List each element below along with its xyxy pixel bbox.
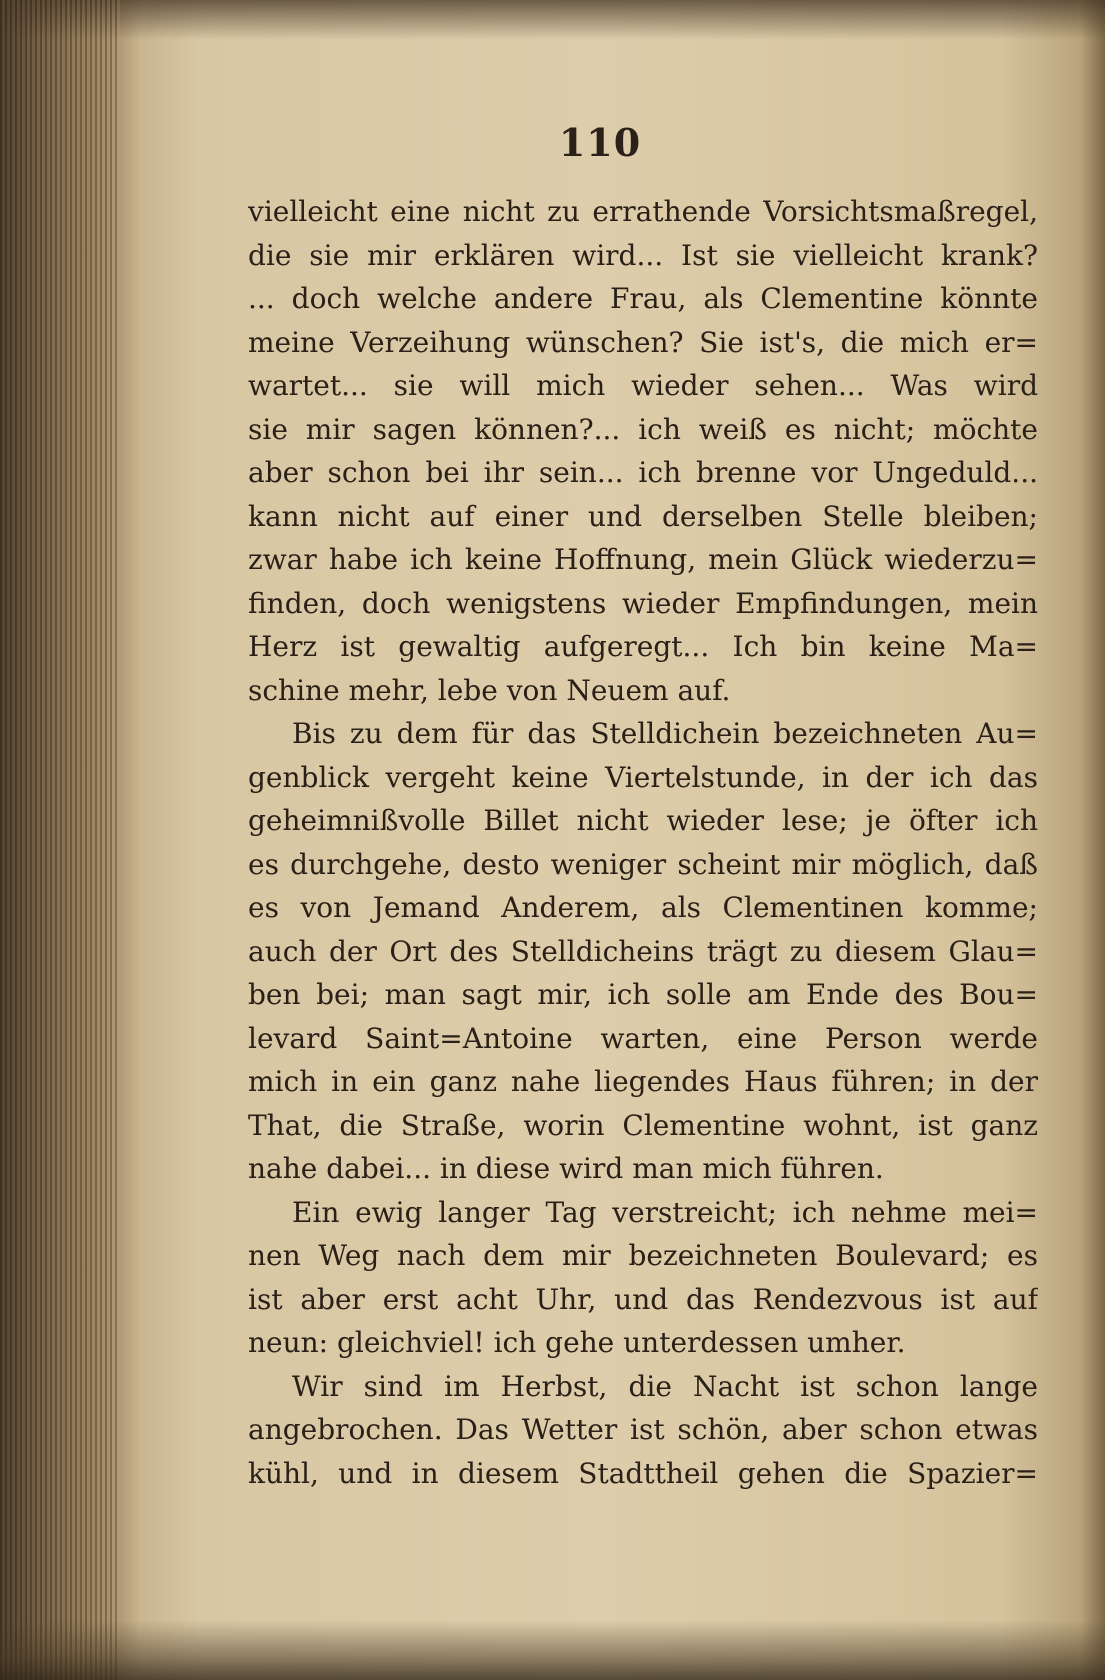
text-line: ben bei; man sagt mir, ich solle am Ende des Bou= <box>248 978 1038 1011</box>
page-top-shadow <box>0 0 1105 40</box>
text-line: vielleicht eine nicht zu errathende Vorsichtsmaßregel, <box>248 195 1038 228</box>
text-line: levard Saint=Antoine warten, eine Person werde <box>248 1021 1038 1055</box>
text-line: genblick vergeht keine Viertelstunde, in der ich das <box>248 760 1038 794</box>
page-bottom-shadow <box>0 1620 1105 1680</box>
text-line: kühl, und in diesem Stadttheil gehen die Spazier= <box>248 1456 1038 1490</box>
text-line: geheimnißvolle Billet nicht wieder lese; je öfter ich <box>248 804 1038 837</box>
book-spine-edge <box>0 0 120 1680</box>
text-line: sie mir sagen können?... ich weiß es nicht; möchte <box>248 412 1038 446</box>
page <box>120 40 1080 1620</box>
text-line: kann nicht auf einer und derselben Stelle bleiben; <box>248 499 1038 533</box>
body-text <box>248 190 1038 1495</box>
text-line: finden, doch wenigstens wieder Empfindungen, mein <box>248 586 1038 620</box>
text-line: ... doch welche andere Frau, als Clementine könnte <box>248 282 1038 315</box>
text-line: Wir sind im Herbst, die Nacht ist schon lange <box>292 1369 1038 1403</box>
text-line: meine Verzeihung wünschen? Sie ist's, die mich er= <box>248 325 1038 359</box>
text-line: Herz ist gewaltig aufgeregt... Ich bin keine Ma= <box>248 630 1038 663</box>
text-line: aber schon bei ihr sein... ich brenne vor Ungeduld... <box>248 456 1038 489</box>
text-line: ist aber erst acht Uhr, und das Rendezvous ist auf <box>248 1282 1038 1316</box>
text-line: angebrochen. Das Wetter ist schön, aber schon etwas <box>248 1413 1038 1446</box>
text-line: es durchgehe, desto weniger scheint mir möglich, daß <box>248 847 1038 881</box>
text-line: nen Weg nach dem mir bezeichneten Boulevard; es <box>248 1239 1038 1272</box>
text-line: es von Jemand Anderem, als Clementinen komme; <box>248 891 1038 924</box>
text-line: wartet... sie will mich wieder sehen... Was wird <box>248 369 1038 402</box>
text-line: die sie mir erklären wird... Ist sie vielleicht krank? <box>248 238 1038 272</box>
text-line: Bis zu dem für das Stelldichein bezeichneten Au= <box>292 717 1038 750</box>
text-line: That, die Straße, worin Clementine wohnt, ist ganz <box>248 1108 1038 1142</box>
text-line: neun: gleichviel! ich gehe unterdessen umher. <box>248 1326 906 1359</box>
text-line: nahe dabei... in diese wird man mich führen. <box>248 1152 884 1185</box>
text-line: auch der Ort des Stelldicheins trägt zu diesem Glau= <box>248 934 1038 968</box>
text-line: Ein ewig langer Tag verstreicht; ich nehme mei= <box>292 1195 1038 1229</box>
text-line: schine mehr, lebe von Neuem auf. <box>248 673 731 707</box>
text-line: mich in ein ganz nahe liegendes Haus führen; in der <box>248 1065 1038 1098</box>
page-number: 110 <box>558 120 642 165</box>
text-line: zwar habe ich keine Hoffnung, mein Glück wiederzu= <box>248 543 1038 576</box>
